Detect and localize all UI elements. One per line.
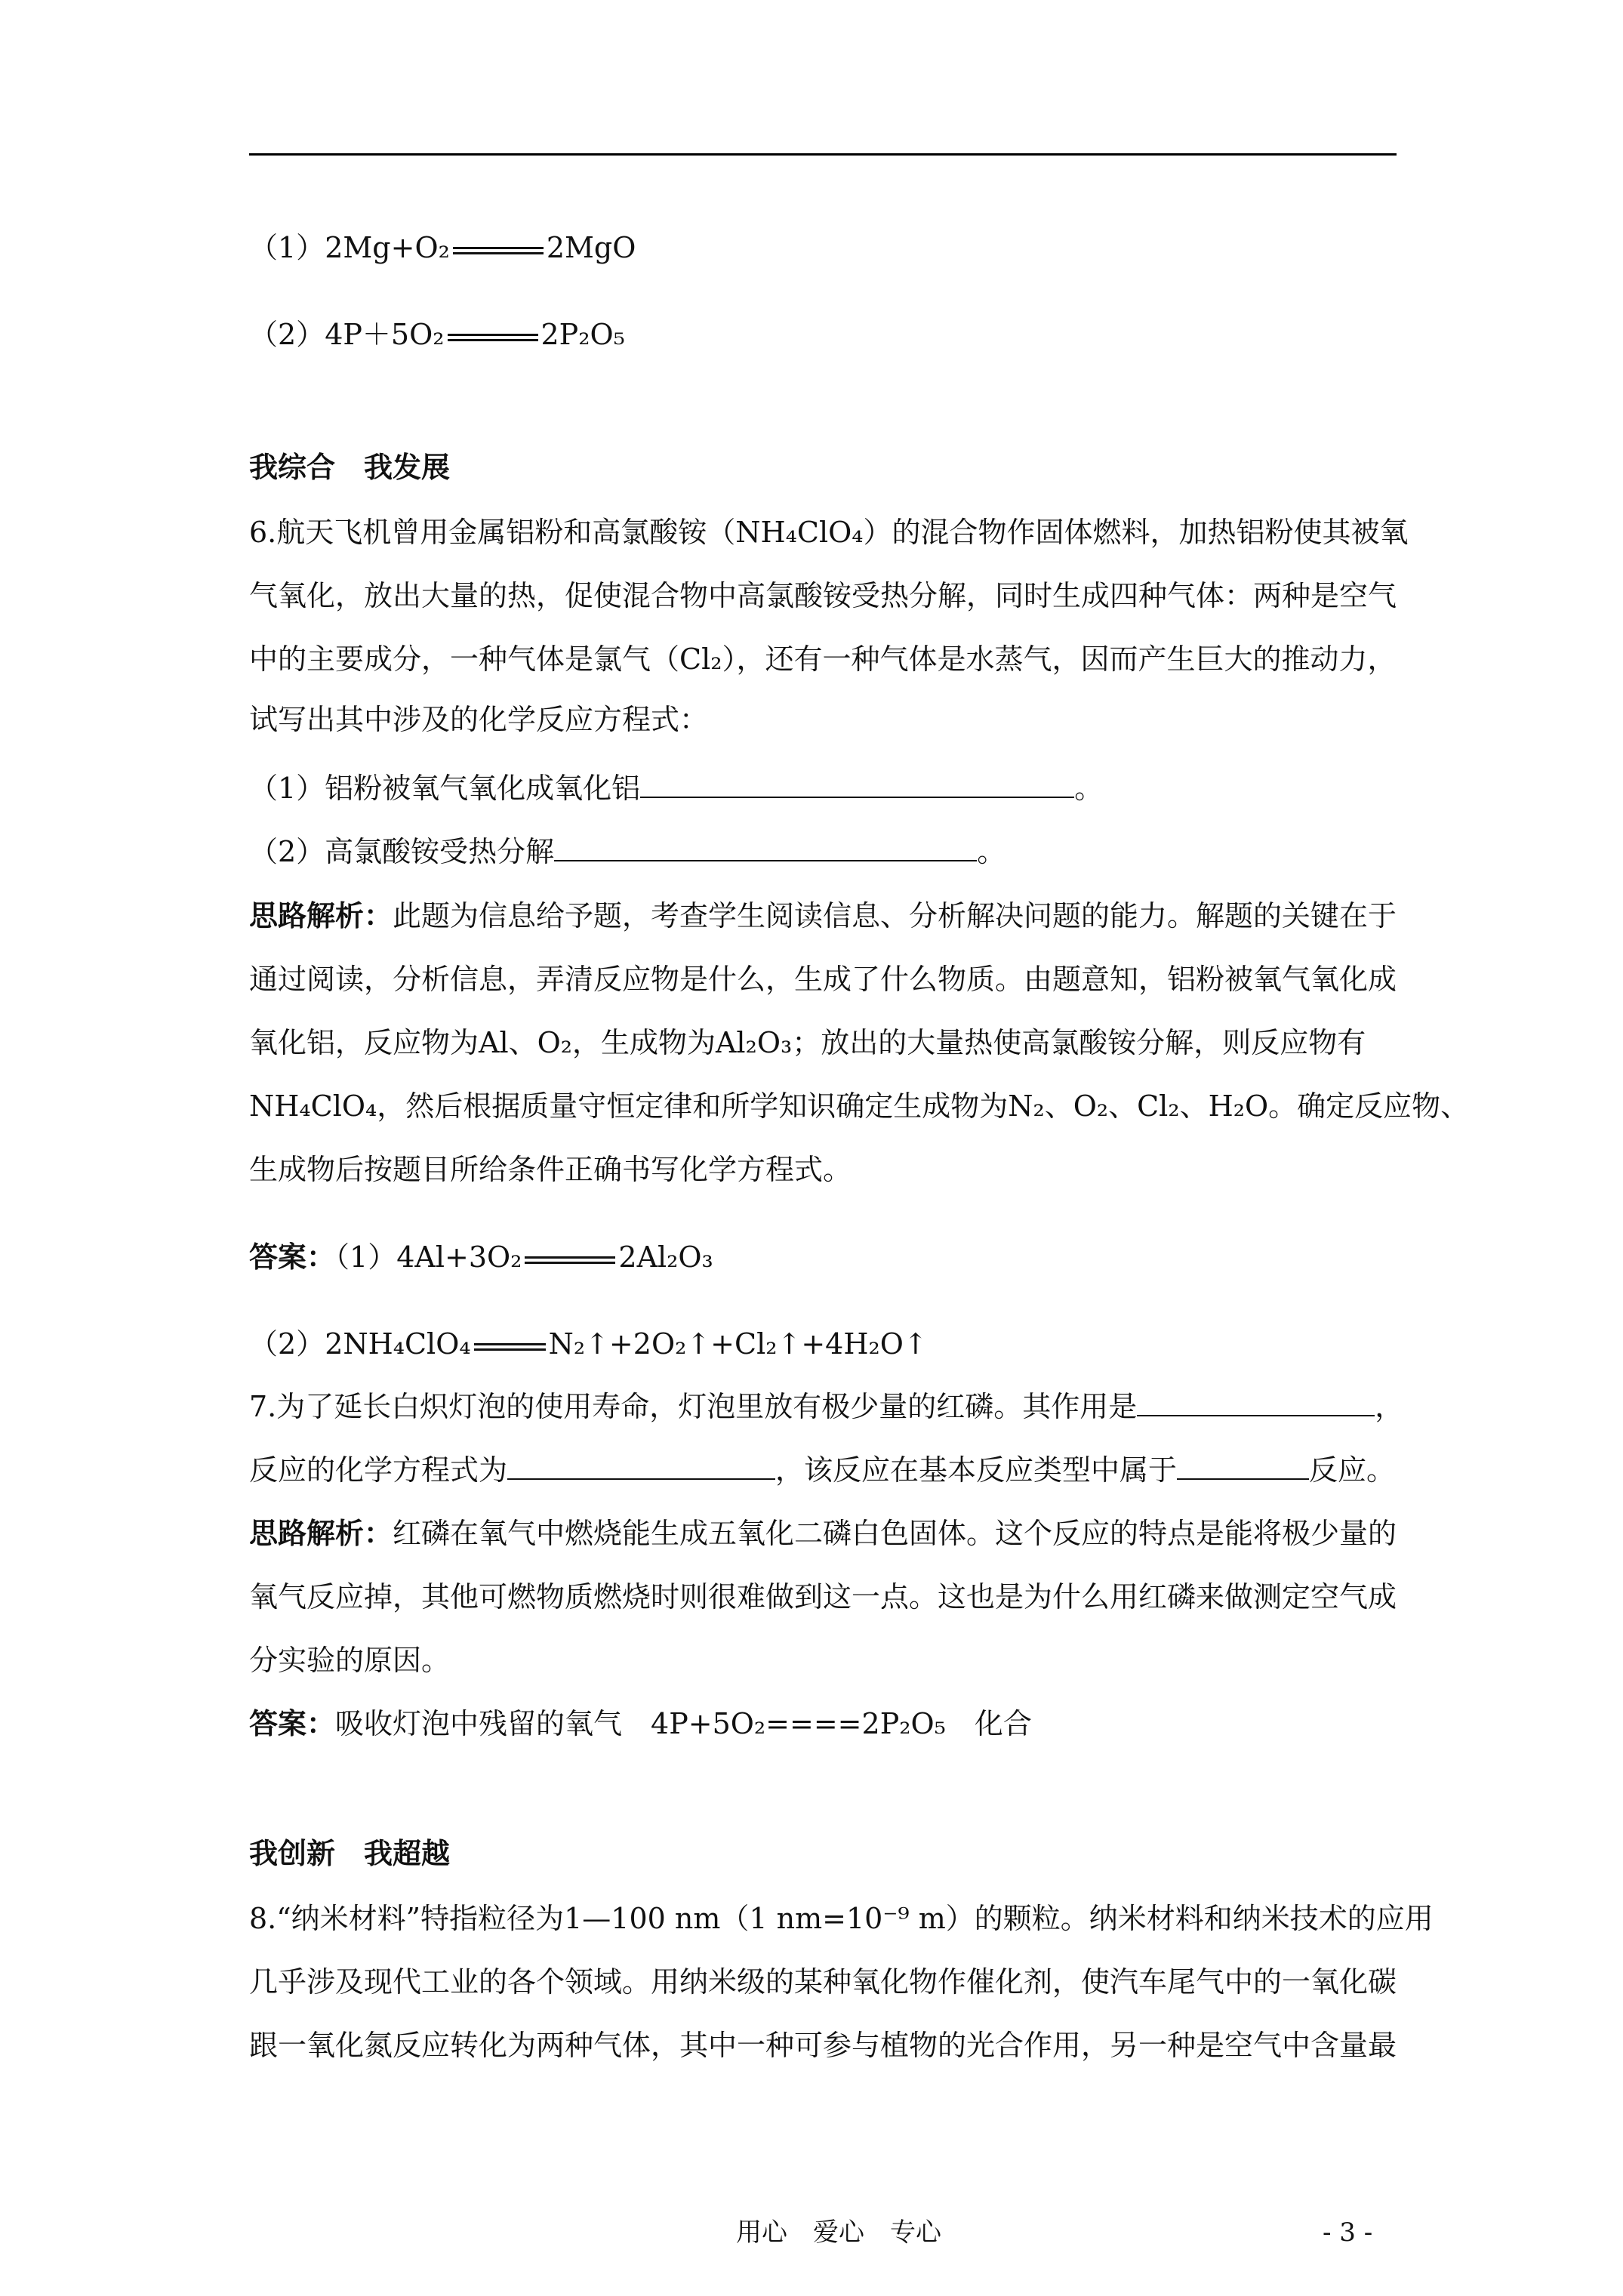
question-6-line-1: 6.航天飞机曾用金属铝粉和高氯酸铵（NH₄ClO₄）的混合物作固体燃料，加热铝粉使其被氧: [249, 516, 1409, 549]
equals-bar: [525, 1256, 615, 1264]
equals-bar: [474, 1343, 546, 1351]
answer-blank[interactable]: [1137, 1388, 1375, 1416]
question-6-line-3: 中的主要成分，一种气体是氯气（Cl₂），还有一种气体是水蒸气，因而产生巨大的推动力，: [249, 643, 1397, 676]
equals-bar: [448, 334, 538, 341]
question-6-line-2: 气氧化，放出大量的热，促使混合物中高氯酸铵受热分解，同时生成四种气体：两种是空气: [249, 579, 1397, 612]
question-6-analysis-2: 通过阅读，分析信息，弄清反应物是什么，生成了什么物质。由题意知，铝粉被氧气氧化成: [249, 963, 1397, 996]
question-7-analysis-3: 分实验的原因。: [249, 1644, 451, 1677]
question-6-sub-2: （2）高氯酸铵受热分解 。: [249, 833, 1006, 871]
question-6-sub-1: （1）铝粉被氧气氧化成氧化铝 。: [249, 769, 1103, 807]
equals-bar: [453, 247, 544, 254]
answer-blank[interactable]: [640, 769, 1074, 798]
section-title: 我综合 我发展: [249, 450, 451, 484]
question-8-line-2: 几乎涉及现代工业的各个领域。用纳米级的某种氧化物作催化剂，使汽车尾气中的一氧化碳: [249, 1965, 1397, 1999]
question-6-analysis-4: NH₄ClO₄，然后根据质量守恒定律和所学知识确定生成物为N₂、O₂、Cl₂、H₂O。确定反应物、: [249, 1089, 1470, 1123]
equation-line-2: （2）4P＋5O₂ 2P₂O₅: [249, 318, 625, 351]
question-8-line-3: 跟一氧化氮反应转化为两种气体，其中一种可参与植物的光合作用，另一种是空气中含量最: [249, 2029, 1397, 2062]
question-6-answer-2: （2）2NH₄ClO₄ N₂↑+2O₂↑+Cl₂↑+4H₂O↑: [249, 1327, 928, 1361]
equation-line-1: （1）2Mg+O₂ 2MgO: [249, 231, 636, 264]
question-8-line-1: 8.“纳米材料”特指粒径为1—100 nm（1 nm=10⁻⁹ m）的颗粒。纳米材料和纳米技术的应用: [249, 1902, 1434, 1935]
page-number: - 3 -: [1323, 2217, 1373, 2248]
header-rule: [249, 153, 1397, 156]
answer-blank[interactable]: [507, 1451, 775, 1480]
question-6-analysis-3: 氧化铝，反应物为Al、O₂，生成物为Al₂O₃；放出的大量热使高氯酸铵分解，则反应物有: [249, 1026, 1366, 1059]
question-7-analysis-1: 思路解析：红磷在氧气中燃烧能生成五氧化二磷白色固体。这个反应的特点是能将极少量的: [249, 1516, 1397, 1550]
question-6-analysis-5: 生成物后按题目所给条件正确书写化学方程式。: [249, 1153, 852, 1186]
question-7-answer: 答案：吸收灯泡中残留的氧气 4P+5O₂====2P₂O₅ 化合: [249, 1706, 1032, 1740]
question-7-analysis-2: 氧气反应掉，其他可燃物质燃烧时则很难做到这一点。这也是为什么用红磷来做测定空气成: [249, 1580, 1397, 1613]
question-7-line-2: 反应的化学方程式为 ，该反应在基本反应类型中属于 反应。: [249, 1451, 1395, 1489]
answer-blank[interactable]: [1177, 1451, 1309, 1480]
question-6-answer-1: 答案：（1）4Al+3O₂ 2Al₂O₃: [249, 1240, 713, 1274]
answer-blank[interactable]: [554, 833, 977, 861]
section-title: 我创新 我超越: [249, 1836, 451, 1870]
question-6-analysis-1: 思路解析：此题为信息给予题，考查学生阅读信息、分析解决问题的能力。解题的关键在于: [249, 898, 1397, 932]
footer-slogan: 用心 爱心 专心: [736, 2217, 941, 2248]
question-6-line-4: 试写出其中涉及的化学反应方程式：: [249, 703, 709, 736]
question-7-line-1: 7.为了延长白炽灯泡的使用寿命，灯泡里放有极少量的红磷。其作用是 ，: [249, 1388, 1403, 1425]
